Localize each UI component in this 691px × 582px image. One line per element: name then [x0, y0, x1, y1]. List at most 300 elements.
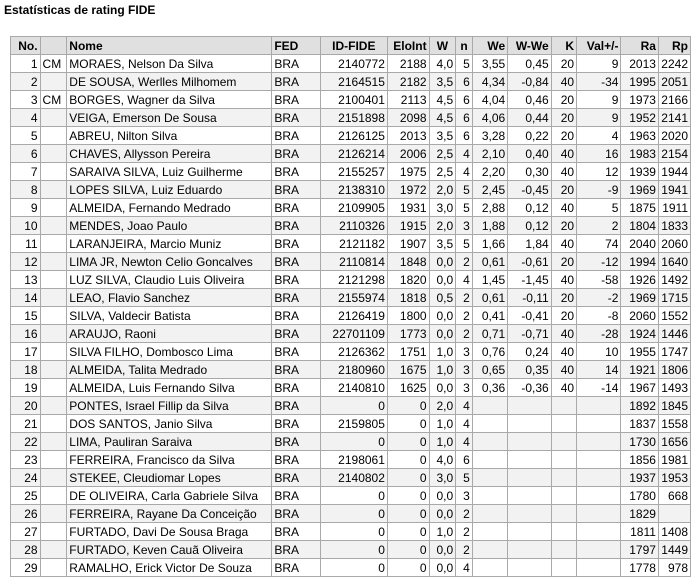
cell-no: 1: [11, 55, 41, 73]
cell-val: [577, 397, 621, 415]
cell-ra: 1926: [621, 271, 659, 289]
cell-id-fide: 2155257: [320, 163, 387, 181]
cell-rp: 1408: [658, 523, 690, 541]
cell-n: 3: [456, 487, 473, 505]
cell-val: [577, 433, 621, 451]
cell-n: 2: [456, 289, 473, 307]
cell-val: -58: [577, 271, 621, 289]
cell-we: [472, 469, 507, 487]
table-row: [11, 559, 691, 577]
cell-id-fide: 2140810: [320, 379, 387, 397]
cell-we: 0,36: [472, 379, 507, 397]
table-row: [11, 415, 691, 433]
table-row: [11, 73, 691, 91]
cell-k: 20: [551, 55, 576, 73]
cell-no: 12: [11, 253, 41, 271]
cell-val: [577, 523, 621, 541]
cell-rp: 1981: [658, 451, 690, 469]
cell-n: 3: [456, 379, 473, 397]
rating-table: [10, 36, 691, 577]
cell-id-fide: 2121182: [320, 235, 387, 253]
cell-title: [40, 325, 67, 343]
cell-w-we: 0,35: [508, 361, 552, 379]
cell-we: 0,41: [472, 307, 507, 325]
cell-fed: BRA: [272, 73, 320, 91]
cell-w-we: -0,41: [508, 307, 552, 325]
cell-name: ARAUJO, Raoni: [67, 325, 272, 343]
table-row: [11, 487, 691, 505]
cell-id-fide: 2180960: [320, 361, 387, 379]
cell-n: 6: [456, 451, 473, 469]
cell-fed: BRA: [272, 271, 320, 289]
cell-k: 20: [551, 217, 576, 235]
cell-w: 4,0: [429, 451, 456, 469]
cell-title: [40, 307, 67, 325]
cell-rp: 1449: [658, 541, 690, 559]
table-row: [11, 199, 691, 217]
cell-fed: BRA: [272, 127, 320, 145]
cell-k: 40: [551, 271, 576, 289]
cell-title: [40, 559, 67, 577]
cell-w: 2,0: [429, 217, 456, 235]
cell-title: [40, 541, 67, 559]
cell-we: 4,04: [472, 91, 507, 109]
cell-val: [577, 505, 621, 523]
cell-no: 22: [11, 433, 41, 451]
cell-no: 24: [11, 469, 41, 487]
cell-name: DE SOUSA, Werlles Milhomem: [67, 73, 272, 91]
cell-val: 4: [577, 127, 621, 145]
cell-k: 20: [551, 109, 576, 127]
cell-no: 6: [11, 145, 41, 163]
cell-n: 4: [456, 271, 473, 289]
cell-eloint: 0: [387, 433, 429, 451]
cell-title: [40, 451, 67, 469]
cell-name: DOS SANTOS, Janio Silva: [67, 415, 272, 433]
cell-ra: 1939: [621, 163, 659, 181]
cell-k: [551, 541, 576, 559]
cell-no: 18: [11, 361, 41, 379]
cell-no: 19: [11, 379, 41, 397]
cell-id-fide: 2140772: [320, 55, 387, 73]
cell-name: LIMA, Pauliran Saraiva: [67, 433, 272, 451]
cell-w: 0,0: [429, 271, 456, 289]
cell-we: [472, 451, 507, 469]
cell-w: 3,0: [429, 469, 456, 487]
cell-k: 40: [551, 343, 576, 361]
cell-id-fide: 2198061: [320, 451, 387, 469]
cell-eloint: 1751: [387, 343, 429, 361]
col-header-we: We: [472, 37, 507, 55]
cell-eloint: 1800: [387, 307, 429, 325]
cell-n: 4: [456, 433, 473, 451]
cell-eloint: 0: [387, 469, 429, 487]
cell-title: [40, 361, 67, 379]
col-header-w: W: [429, 37, 456, 55]
cell-no: 16: [11, 325, 41, 343]
cell-fed: BRA: [272, 451, 320, 469]
cell-we: 0,76: [472, 343, 507, 361]
cell-w-we: 0,40: [508, 145, 552, 163]
cell-we: 1,66: [472, 235, 507, 253]
cell-val: 9: [577, 109, 621, 127]
cell-id-fide: 22701109: [320, 325, 387, 343]
cell-val: [577, 451, 621, 469]
cell-we: [472, 541, 507, 559]
cell-val: -28: [577, 325, 621, 343]
cell-n: 6: [456, 91, 473, 109]
cell-k: 40: [551, 163, 576, 181]
cell-k: 20: [551, 307, 576, 325]
cell-n: 2: [456, 505, 473, 523]
table-row: [11, 361, 691, 379]
cell-ra: 1969: [621, 181, 659, 199]
cell-ra: 1955: [621, 343, 659, 361]
cell-w-we: 0,45: [508, 55, 552, 73]
cell-id-fide: 0: [320, 487, 387, 505]
cell-w: 2,5: [429, 145, 456, 163]
cell-fed: BRA: [272, 235, 320, 253]
cell-no: 11: [11, 235, 41, 253]
cell-id-fide: 2140802: [320, 469, 387, 487]
cell-val: [577, 469, 621, 487]
cell-ra: 1797: [621, 541, 659, 559]
cell-title: [40, 235, 67, 253]
cell-name: MENDES, Joao Paulo: [67, 217, 272, 235]
cell-ra: 1995: [621, 73, 659, 91]
cell-val: -8: [577, 307, 621, 325]
cell-w: 0,0: [429, 379, 456, 397]
cell-eloint: 1818: [387, 289, 429, 307]
table-row: [11, 253, 691, 271]
cell-ra: 1921: [621, 361, 659, 379]
cell-eloint: 1915: [387, 217, 429, 235]
cell-name: CHAVES, Allysson Pereira: [67, 145, 272, 163]
cell-eloint: 0: [387, 451, 429, 469]
cell-title: [40, 469, 67, 487]
cell-w-we: -0,36: [508, 379, 552, 397]
cell-val: -34: [577, 73, 621, 91]
cell-val: 12: [577, 163, 621, 181]
cell-we: 3,28: [472, 127, 507, 145]
cell-eloint: 0: [387, 559, 429, 577]
cell-w-we: 0,24: [508, 343, 552, 361]
cell-eloint: 0: [387, 397, 429, 415]
cell-title: [40, 217, 67, 235]
cell-name: MORAES, Nelson Da Silva: [67, 55, 272, 73]
cell-ra: 1967: [621, 379, 659, 397]
cell-eloint: 1625: [387, 379, 429, 397]
cell-name: FURTADO, Keven Cauã Oliveira: [67, 541, 272, 559]
cell-rp: 2060: [658, 235, 690, 253]
cell-eloint: 0: [387, 541, 429, 559]
cell-title: [40, 343, 67, 361]
cell-no: 14: [11, 289, 41, 307]
cell-w: 0,0: [429, 541, 456, 559]
cell-w-we: [508, 523, 552, 541]
cell-we: [472, 523, 507, 541]
cell-no: 5: [11, 127, 41, 145]
cell-w-we: 0,22: [508, 127, 552, 145]
cell-w: 1,0: [429, 433, 456, 451]
col-header-fed: FED: [272, 37, 320, 55]
cell-no: 21: [11, 415, 41, 433]
cell-k: 40: [551, 199, 576, 217]
cell-name: ALMEIDA, Talita Medrado: [67, 361, 272, 379]
cell-rp: 1944: [658, 163, 690, 181]
cell-we: [472, 415, 507, 433]
cell-n: 5: [456, 55, 473, 73]
cell-eloint: 2182: [387, 73, 429, 91]
cell-no: 8: [11, 181, 41, 199]
cell-fed: BRA: [272, 55, 320, 73]
col-header-n: n: [456, 37, 473, 55]
cell-id-fide: 2110814: [320, 253, 387, 271]
cell-we: [472, 559, 507, 577]
cell-fed: BRA: [272, 145, 320, 163]
cell-val: -2: [577, 289, 621, 307]
cell-no: 2: [11, 73, 41, 91]
col-header-k: K: [551, 37, 576, 55]
cell-n: 2: [456, 253, 473, 271]
cell-val: 10: [577, 343, 621, 361]
cell-no: 28: [11, 541, 41, 559]
cell-id-fide: 0: [320, 523, 387, 541]
cell-no: 20: [11, 397, 41, 415]
cell-id-fide: 2126214: [320, 145, 387, 163]
cell-id-fide: 2109905: [320, 199, 387, 217]
cell-title: [40, 253, 67, 271]
table-row: [11, 91, 691, 109]
cell-rp: 1941: [658, 181, 690, 199]
cell-k: 20: [551, 181, 576, 199]
cell-rp: 1806: [658, 361, 690, 379]
cell-k: 40: [551, 73, 576, 91]
cell-title: [40, 199, 67, 217]
cell-ra: 2040: [621, 235, 659, 253]
cell-we: 2,45: [472, 181, 507, 199]
table-row: [11, 163, 691, 181]
cell-id-fide: 2159805: [320, 415, 387, 433]
cell-w: 0,0: [429, 307, 456, 325]
cell-name: DE OLIVEIRA, Carla Gabriele Silva: [67, 487, 272, 505]
cell-no: 29: [11, 559, 41, 577]
cell-title: [40, 127, 67, 145]
cell-name: LOPES SILVA, Luiz Eduardo: [67, 181, 272, 199]
cell-name: LIMA JR, Newton Celio Goncalves: [67, 253, 272, 271]
cell-w-we: -1,45: [508, 271, 552, 289]
col-header-name: Nome: [67, 37, 272, 55]
cell-k: 20: [551, 91, 576, 109]
cell-fed: BRA: [272, 307, 320, 325]
cell-rp: 2242: [658, 55, 690, 73]
page-title: Estatísticas de rating FIDE: [4, 3, 156, 17]
cell-n: 4: [456, 145, 473, 163]
cell-w: 4,5: [429, 109, 456, 127]
cell-w-we: [508, 433, 552, 451]
cell-k: [551, 559, 576, 577]
cell-rp: 1953: [658, 469, 690, 487]
cell-w-we: 1,84: [508, 235, 552, 253]
cell-k: [551, 523, 576, 541]
cell-rp: 978: [658, 559, 690, 577]
cell-we: 3,55: [472, 55, 507, 73]
cell-n: 3: [456, 361, 473, 379]
cell-w-we: 0,44: [508, 109, 552, 127]
cell-fed: BRA: [272, 181, 320, 199]
cell-we: [472, 397, 507, 415]
cell-eloint: 0: [387, 523, 429, 541]
cell-id-fide: 2151898: [320, 109, 387, 127]
cell-val: [577, 559, 621, 577]
col-header-no: No.: [11, 37, 41, 55]
cell-rp: 1558: [658, 415, 690, 433]
cell-name: FERREIRA, Francisco da Silva: [67, 451, 272, 469]
cell-fed: BRA: [272, 217, 320, 235]
cell-id-fide: 0: [320, 433, 387, 451]
cell-id-fide: 2100401: [320, 91, 387, 109]
cell-title: [40, 505, 67, 523]
cell-id-fide: 2110326: [320, 217, 387, 235]
cell-eloint: 0: [387, 505, 429, 523]
cell-title: CM: [40, 91, 67, 109]
cell-val: [577, 541, 621, 559]
cell-w-we: 0,46: [508, 91, 552, 109]
cell-rp: 1911: [658, 199, 690, 217]
cell-ra: 1804: [621, 217, 659, 235]
cell-w-we: 0,30: [508, 163, 552, 181]
cell-id-fide: 2155974: [320, 289, 387, 307]
cell-name: ABREU, Nilton Silva: [67, 127, 272, 145]
cell-k: [551, 487, 576, 505]
cell-fed: BRA: [272, 541, 320, 559]
cell-fed: BRA: [272, 163, 320, 181]
cell-fed: BRA: [272, 397, 320, 415]
cell-title: [40, 397, 67, 415]
cell-n: 5: [456, 469, 473, 487]
cell-eloint: 0: [387, 487, 429, 505]
cell-w: 0,0: [429, 325, 456, 343]
cell-we: [472, 433, 507, 451]
cell-name: LARANJEIRA, Marcio Muniz: [67, 235, 272, 253]
cell-w: 4,5: [429, 91, 456, 109]
cell-w-we: [508, 415, 552, 433]
cell-n: 2: [456, 325, 473, 343]
col-header-ra: Ra: [621, 37, 659, 55]
cell-w-we: -0,71: [508, 325, 552, 343]
table-row: [11, 541, 691, 559]
cell-rp: [658, 505, 690, 523]
cell-fed: BRA: [272, 505, 320, 523]
cell-w-we: [508, 469, 552, 487]
table-row: [11, 325, 691, 343]
col-header-val: Val+/-: [577, 37, 621, 55]
cell-name: FERREIRA, Rayane Da Conceição: [67, 505, 272, 523]
table-row: [11, 343, 691, 361]
cell-name: ALMEIDA, Fernando Medrado: [67, 199, 272, 217]
cell-we: 0,61: [472, 289, 507, 307]
cell-eloint: 2098: [387, 109, 429, 127]
cell-k: [551, 397, 576, 415]
cell-no: 23: [11, 451, 41, 469]
cell-no: 25: [11, 487, 41, 505]
cell-w: 2,0: [429, 397, 456, 415]
cell-ra: 1829: [621, 505, 659, 523]
cell-ra: 1837: [621, 415, 659, 433]
cell-n: 6: [456, 127, 473, 145]
cell-n: 2: [456, 541, 473, 559]
table-row: [11, 469, 691, 487]
cell-k: [551, 433, 576, 451]
cell-w-we: [508, 559, 552, 577]
cell-eloint: 1773: [387, 325, 429, 343]
cell-w: 1,0: [429, 361, 456, 379]
cell-id-fide: 2121298: [320, 271, 387, 289]
cell-n: 4: [456, 559, 473, 577]
cell-w-we: -0,45: [508, 181, 552, 199]
cell-ra: 1952: [621, 109, 659, 127]
cell-fed: BRA: [272, 199, 320, 217]
cell-rp: 1845: [658, 397, 690, 415]
cell-w: 3,5: [429, 127, 456, 145]
cell-rp: 1640: [658, 253, 690, 271]
cell-rp: 2020: [658, 127, 690, 145]
cell-val: 9: [577, 55, 621, 73]
cell-rp: 1552: [658, 307, 690, 325]
cell-val: -9: [577, 181, 621, 199]
col-header-eloint: EloInt: [387, 37, 429, 55]
cell-val: -14: [577, 379, 621, 397]
cell-eloint: 1975: [387, 163, 429, 181]
cell-title: [40, 163, 67, 181]
cell-n: 5: [456, 199, 473, 217]
cell-no: 13: [11, 271, 41, 289]
cell-ra: 1892: [621, 397, 659, 415]
col-header-rp: Rp: [658, 37, 690, 55]
cell-rp: 2051: [658, 73, 690, 91]
cell-rp: 1492: [658, 271, 690, 289]
cell-ra: 1994: [621, 253, 659, 271]
cell-eloint: 1848: [387, 253, 429, 271]
cell-k: 40: [551, 325, 576, 343]
cell-eloint: 1675: [387, 361, 429, 379]
cell-val: 16: [577, 145, 621, 163]
cell-rp: 1493: [658, 379, 690, 397]
cell-id-fide: 0: [320, 397, 387, 415]
cell-k: [551, 505, 576, 523]
cell-no: 10: [11, 217, 41, 235]
cell-we: 4,34: [472, 73, 507, 91]
cell-fed: BRA: [272, 379, 320, 397]
cell-w: 4,0: [429, 55, 456, 73]
header-row: [11, 37, 691, 55]
cell-rp: 1747: [658, 343, 690, 361]
cell-k: [551, 469, 576, 487]
cell-name: SILVA, Valdecir Batista: [67, 307, 272, 325]
col-header-title: [40, 37, 67, 55]
cell-val: -12: [577, 253, 621, 271]
cell-no: 7: [11, 163, 41, 181]
cell-we: 1,88: [472, 217, 507, 235]
cell-eloint: 1972: [387, 181, 429, 199]
cell-k: 40: [551, 145, 576, 163]
cell-name: FURTADO, Davi De Sousa Braga: [67, 523, 272, 541]
cell-val: 5: [577, 199, 621, 217]
cell-fed: BRA: [272, 469, 320, 487]
cell-val: [577, 487, 621, 505]
cell-k: 40: [551, 379, 576, 397]
cell-w-we: -0,61: [508, 253, 552, 271]
